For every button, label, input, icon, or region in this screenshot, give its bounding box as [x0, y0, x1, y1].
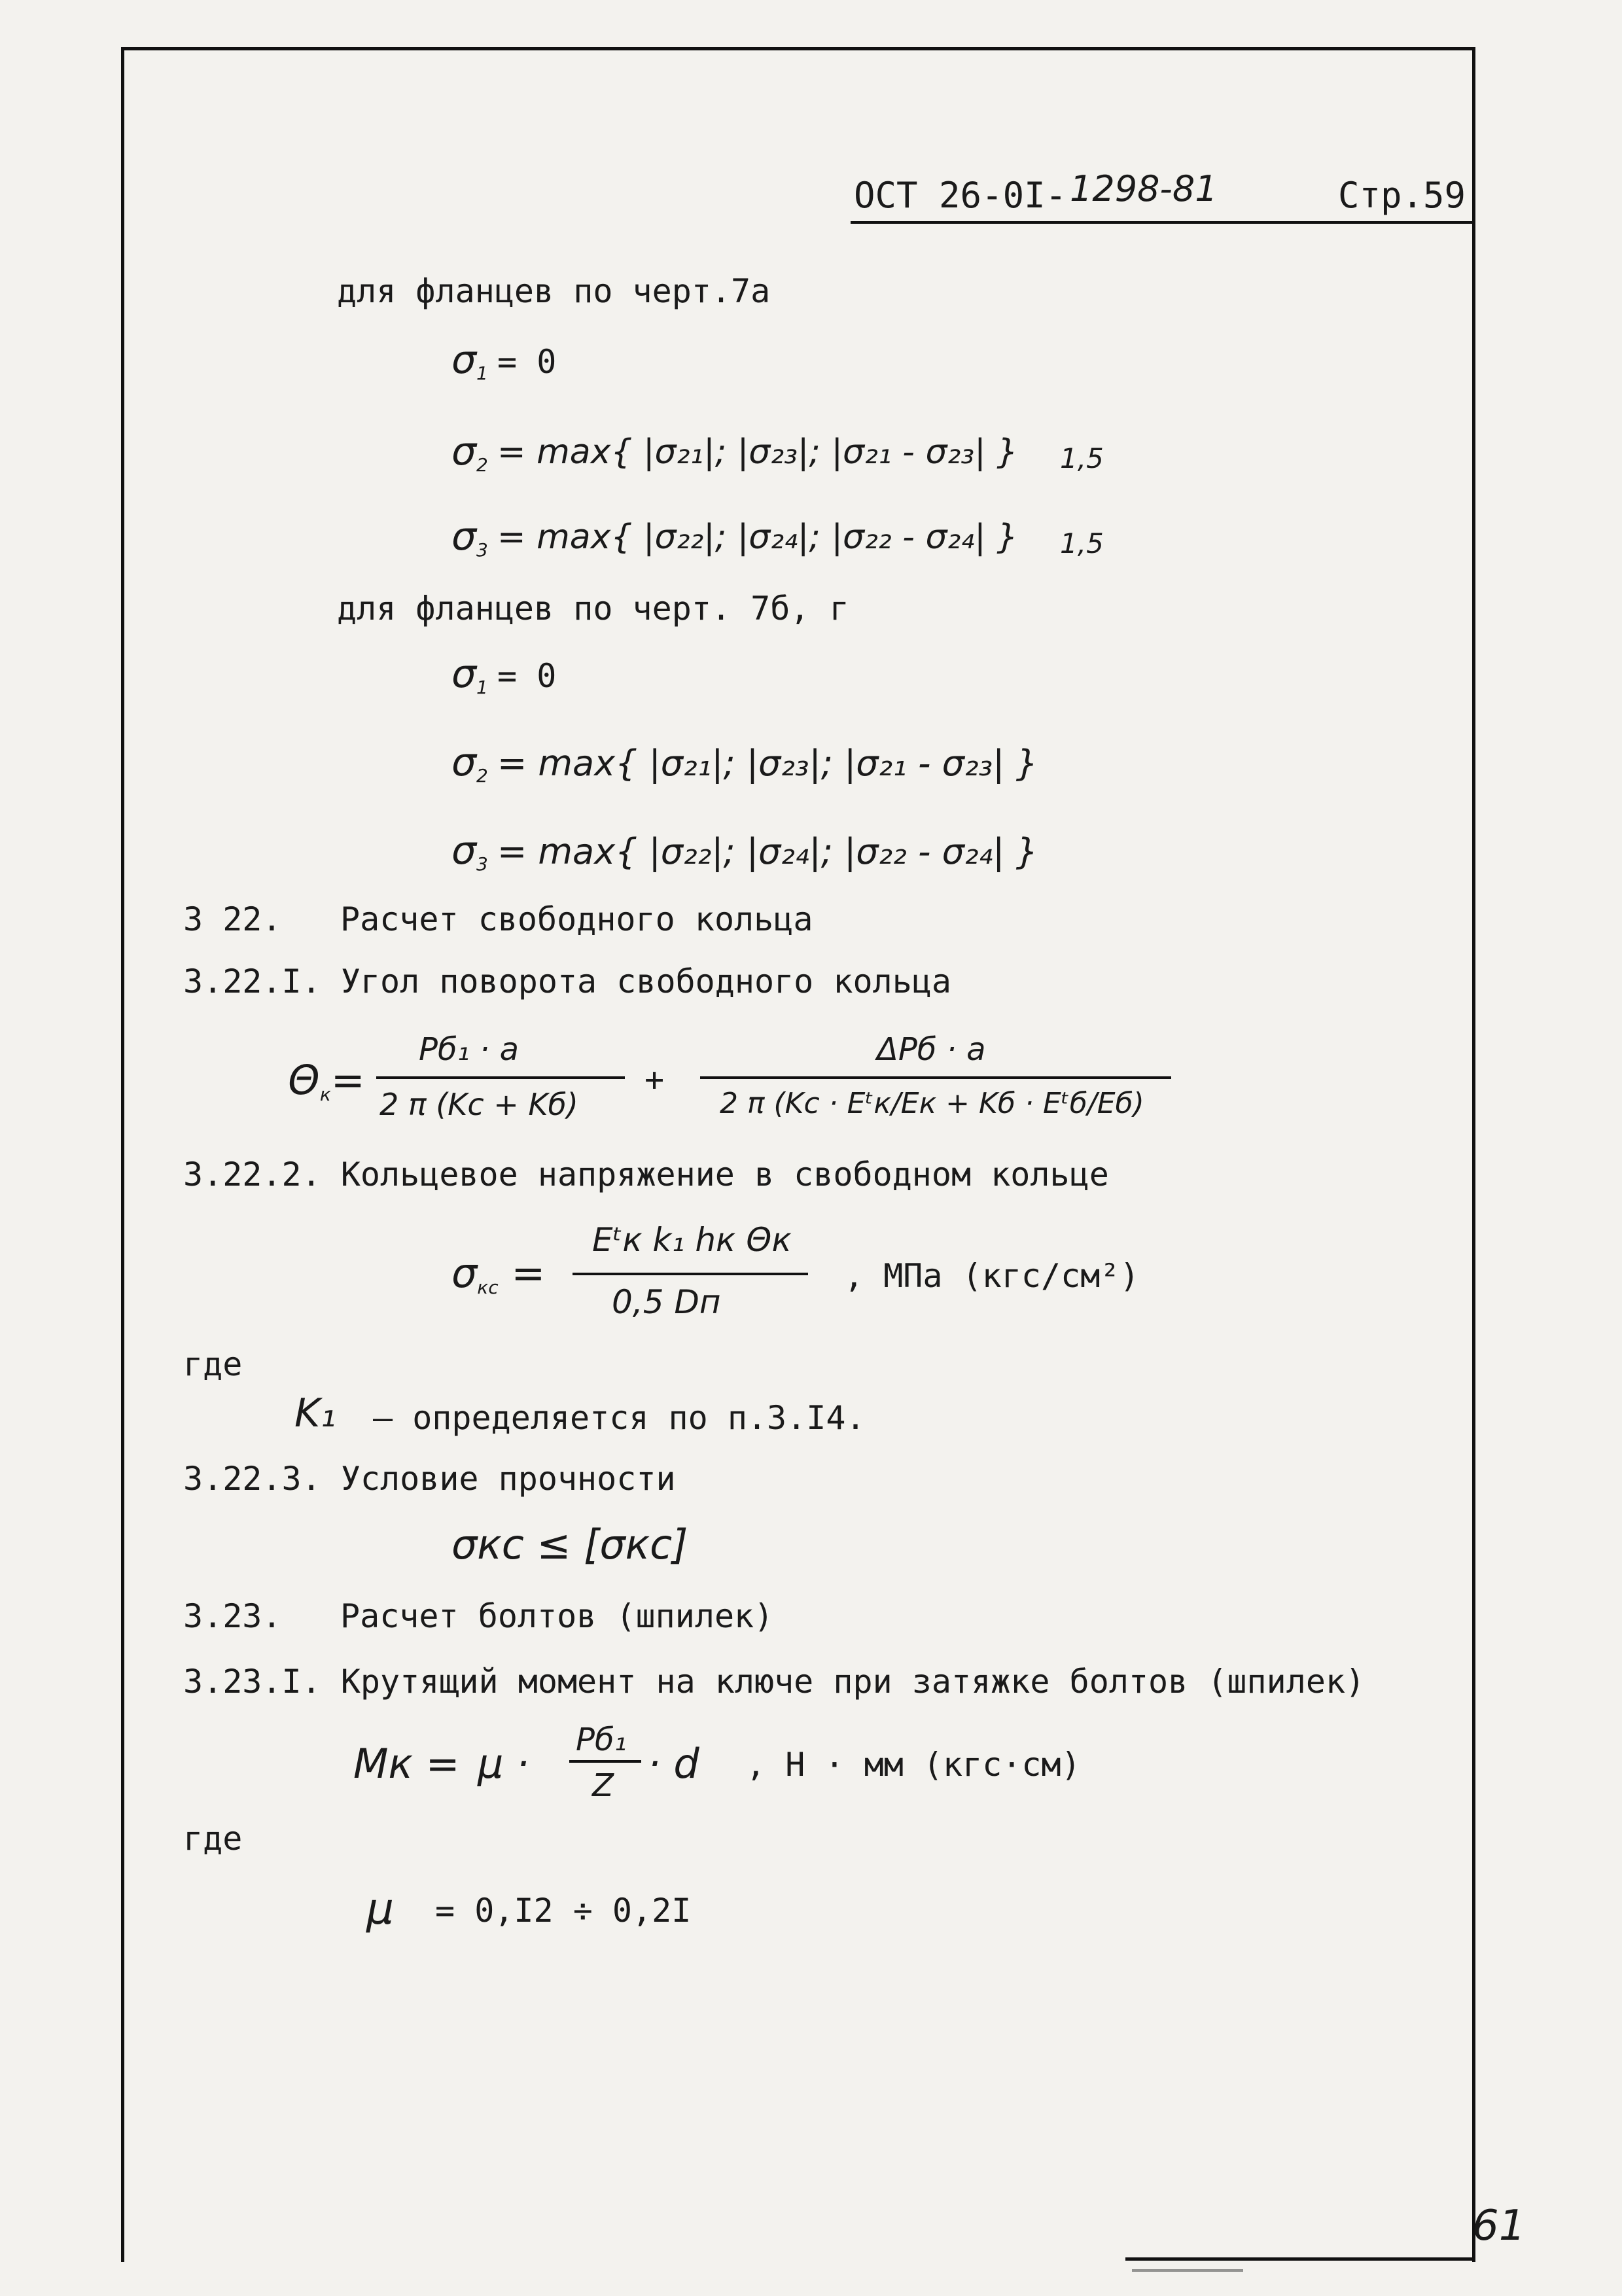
where-label-1: где: [183, 1345, 243, 1383]
k1-definition: – определяется по п.3.I4.: [373, 1399, 866, 1437]
mk-d: · d: [648, 1740, 699, 1788]
sigma3-factor-a: 1,5: [1060, 527, 1104, 559]
section-3-22-2: 3.22.2. Кольцевое напряжение в свободном кольце: [183, 1156, 1109, 1193]
sigma-kc-denominator: 0,5 Dп: [612, 1283, 721, 1321]
sigma3-symbol-a: $\sigma_3$: [451, 514, 488, 561]
sigma2-formula-a: = max{ |σ₂₁|; |σ₂₃|; |σ₂₁ - σ₂₃| }: [497, 433, 1019, 472]
sigma3-formula-a: = max{ |σ₂₂|; |σ₂₄|; |σ₂₂ - σ₂₄| }: [497, 518, 1019, 557]
sigma-kc-units: , МПа (кгс/см²): [844, 1257, 1140, 1295]
standard-code: ОСТ 26-0I-: [854, 175, 1067, 216]
theta-fraction-bar-1: [376, 1076, 625, 1079]
sigma1-symbol-a: $\sigma_1$: [451, 337, 488, 384]
flanges-7bg-heading: для фланцев по черт. 7б, г: [337, 590, 849, 627]
mu-value: = 0,I2 ÷ 0,2I: [435, 1892, 692, 1930]
theta-numerator-2: ΔPб · a: [877, 1031, 986, 1068]
mk-denominator: Z: [592, 1767, 614, 1804]
theta-denominator-2: 2 π (Kc · Eᵗк/Eк + Kб · Eᵗб/Eб): [720, 1087, 1144, 1120]
section-3-22-3: 3.22.3. Условие прочности: [183, 1460, 676, 1498]
sigma3-symbol-b: $\sigma_3$: [451, 828, 488, 875]
mk-lhs: Mк =: [353, 1740, 460, 1788]
page-number-handwritten: 61: [1472, 2202, 1526, 2250]
header-underline: [851, 221, 1472, 224]
section-3-22-number: 3 22.: [183, 900, 282, 938]
sigma-kc-symbol: $\sigma_{кс}$ =: [451, 1249, 546, 1298]
section-3-22-title: Расчет свободного кольца: [340, 900, 813, 938]
standard-number-handwritten: 1298-81: [1070, 168, 1218, 209]
bottom-rule: [1125, 2257, 1472, 2261]
section-3-23-number: 3.23.: [183, 1597, 282, 1635]
strength-condition: σкс ≤ [σкс]: [451, 1521, 688, 1568]
section-3-23-1: 3.23.I. Крутящий момент на ключе при затяжке болтов (шпилек): [183, 1663, 1366, 1701]
mk-numerator: Pб₁: [576, 1722, 627, 1758]
plus-sign: +: [644, 1061, 665, 1099]
theta-denominator-1: 2 π (Kc + Kб): [379, 1087, 578, 1122]
sigma1-symbol-b: $\sigma_1$: [451, 651, 488, 698]
sigma2-symbol-a: $\sigma_2$: [451, 429, 488, 476]
sigma2-factor-a: 1,5: [1060, 442, 1104, 474]
where-label-2: где: [183, 1820, 243, 1858]
section-3-23-title: Расчет болтов (шпилек): [340, 1597, 774, 1635]
sigma3-formula-b: = max{ |σ₂₂|; |σ₂₄|; |σ₂₂ - σ₂₄| }: [497, 831, 1038, 872]
theta-fraction-bar-2: [700, 1076, 1171, 1079]
sigma-kc-numerator: Eᵗк k₁ hк Θк: [592, 1221, 792, 1259]
mk-fraction-bar: [569, 1760, 641, 1763]
theta-symbol: $\Theta_к=$: [288, 1056, 365, 1105]
sigma2-symbol-b: $\sigma_2$: [451, 739, 488, 786]
k1-symbol: K₁: [294, 1390, 336, 1436]
mk-units: , Н · мм (кгс·см): [746, 1746, 1081, 1784]
theta-numerator-1: Pб₁ · a: [419, 1031, 519, 1068]
mk-mu: μ ·: [478, 1740, 529, 1788]
sigma-kc-fraction-bar: [573, 1273, 808, 1275]
sigma1-zero-a: = 0: [497, 343, 557, 381]
mu-symbol: μ: [366, 1884, 394, 1934]
flanges-7a-heading: для фланцев по черт.7а: [337, 272, 771, 310]
page-frame: [121, 47, 1475, 2262]
sigma1-zero-b: = 0: [497, 657, 557, 695]
section-3-22-1: 3.22.I. Угол поворота свободного кольца: [183, 963, 951, 1000]
sigma2-formula-b: = max{ |σ₂₁|; |σ₂₃|; |σ₂₁ - σ₂₃| }: [497, 743, 1038, 784]
page-label: Стр.59: [1338, 175, 1466, 216]
smudge: [1132, 2269, 1243, 2272]
